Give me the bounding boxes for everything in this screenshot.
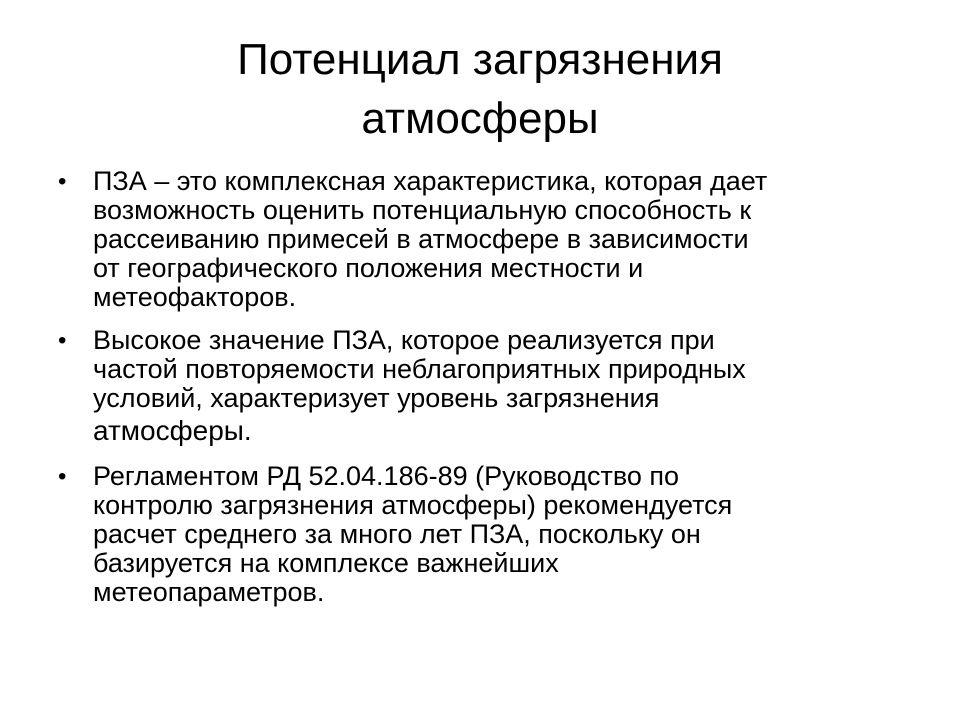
bullet-item (58, 326, 888, 448)
bullet-line: условий, характеризует уровень загрязнения (93, 383, 660, 413)
bullet-list (58, 167, 888, 607)
slide-title-line: атмосферы (361, 94, 599, 143)
bullet-dot-icon: • (58, 327, 67, 354)
bullet-text (93, 326, 888, 448)
bullet-line: атмосферы. (93, 415, 252, 446)
bullet-dot-icon: • (58, 463, 67, 490)
bullet-item (58, 167, 888, 312)
bullet-line: метеопараметров. (93, 577, 325, 607)
bullet-text (93, 462, 888, 607)
bullet-line: Регламентом РД 52.04.186-89 (Руководство по (93, 461, 680, 491)
slide-title (90, 30, 870, 148)
slide-title-line: Потенциал загрязнения (237, 35, 723, 84)
bullet-line: Высокое значение ПЗА, которое реализуется при (93, 325, 715, 355)
bullet-dot-icon: • (58, 168, 67, 195)
bullet-line: от географического положения местности и (93, 253, 644, 283)
bullet-line: частой повторяемости неблагоприятных природных (93, 354, 746, 384)
bullet-line: возможность оценить потенциальную способность к (93, 195, 752, 225)
bullet-line: рассеиванию примесей в атмосфере в зависимости (93, 224, 749, 254)
bullet-line: ПЗА – это комплексная характеристика, которая дает (93, 166, 768, 196)
bullet-line: контролю загрязнения атмосферы) рекомендуется (93, 490, 733, 520)
bullet-line: расчет среднего за много лет ПЗА, поскольку он (93, 519, 701, 549)
bullet-line: метеофакторов. (93, 282, 297, 312)
bullet-item (58, 462, 888, 607)
bullet-line: базируется на комплексе важнейших (93, 548, 559, 578)
bullet-text (93, 167, 888, 312)
